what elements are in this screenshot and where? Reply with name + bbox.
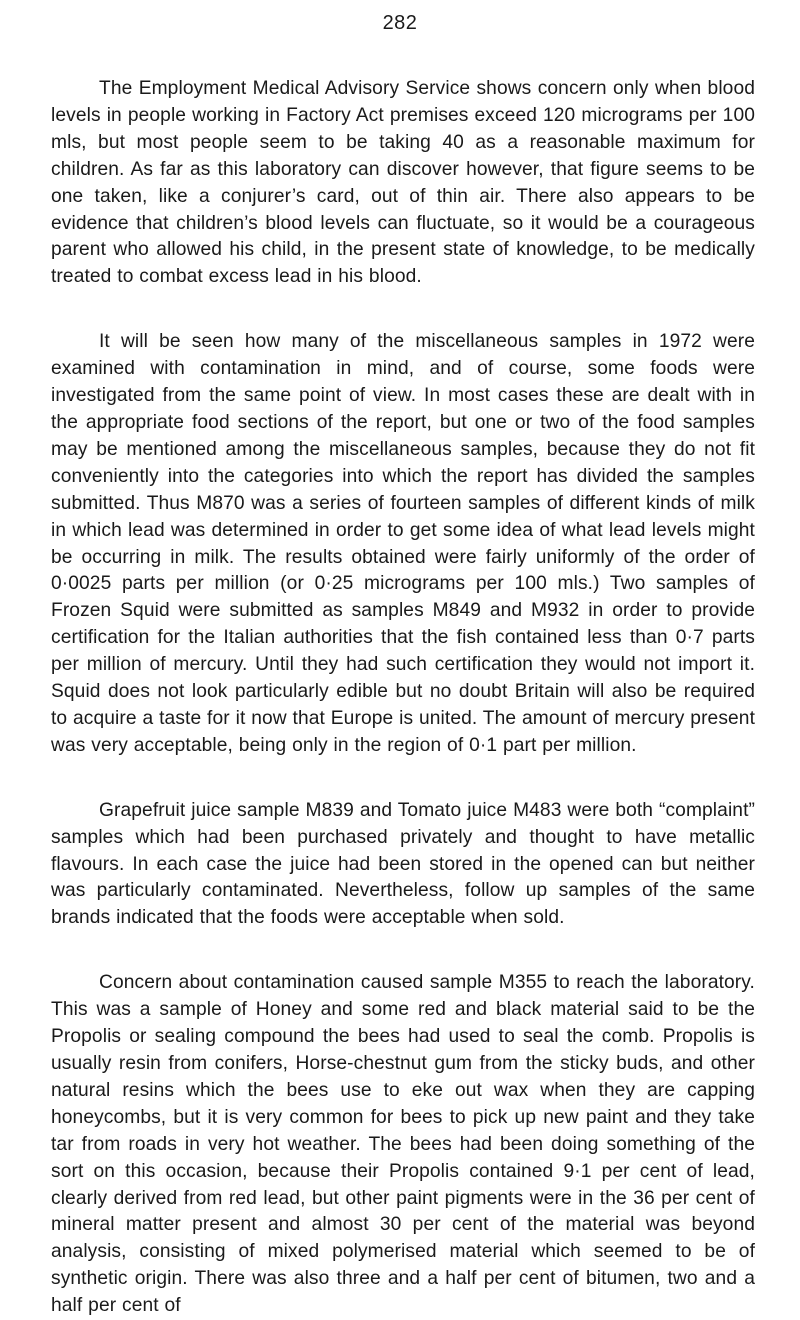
paragraph-lead-levels: The Employment Medical Advisory Service shows concern only when blood levels in people working in Factory Act premises exceed 120 micrograms per 100 mls, but most people seem to be taking 40 as a reasonable maximum for children. As far as this laboratory can discover however, that figure seems to be one taken, like a conjurer’s card, out of thin air. There also appears to be evidence that children’s blood levels can fluctuate, so it would be a courageous parent who allowed his child, in the present state of knowledge, to be medically treated to combat excess lead in his blood. (51, 78, 755, 288)
paragraph-miscellaneous-samples: It will be seen how many of the miscellaneous samples in 1972 were examined with contamination in mind, and of course, some foods were investigated from the same point of view. In most cases these are dealt with in the appropriate food sections of the report, but one or two of the food samples may be mentioned among the miscellaneous samples, because they do not fit conveniently into the categories into which the report has divided the samples submitted. Thus M870 was a series of fourteen samples of different kinds of milk in which lead was determined in order to get some idea of what lead levels might be occurring in milk. The results obtained were fairly uniformly of the order of 0·0025 parts per million (or 0·25 micrograms per 100 mls.) Two samples of Frozen Squid were submitted as samples M849 and M932 in order to provide certification for the Italian authorities that the fish contained less than 0·7 parts per million of mercury. Until they had such certification they would not import it. Squid does not look particularly edible but no doubt Britain will also be required to acquire a taste for it now that Europe is united. The amount of mercury present was very acceptable, being only in the region of 0·1 part per million. (51, 331, 755, 756)
paragraph-honey-propolis: Concern about contamination caused sample M355 to reach the laboratory. This was a sample of Honey and some red and black material said to be the Propolis or sealing compound the bees had used to seal the comb. Propolis is usually resin from conifers, Horse-chestnut gum from the sticky buds, and other natural resins which the bees use to eke out wax when they are capping honeycombs, but it is very common for bees to pick up new paint and they take tar from roads in very hot weather. The bees had been doing something of the sort on this occasion, because their Propolis contained 9·1 per cent of lead, clearly derived from red lead, but other paint pigments were in the 36 per cent of mineral matter present and almost 30 per cent of the material was beyond analysis, consisting of mixed polymerised material which seemed to be of synthetic origin. There was also three and a half per cent of bitumen, two and a half per cent of (51, 972, 755, 1317)
page-number: 282 (382, 12, 418, 34)
body-text (51, 76, 755, 1320)
paragraph-juice-complaints: Grapefruit juice sample M839 and Tomato juice M483 were both “complaint” samples which had been purchased privately and thought to have metallic flavours. In each case the juice had been stored in the opened can but neither was particularly contaminated. Nevertheless, follow up samples of the same brands indicated that the foods were acceptable when sold. (51, 799, 755, 929)
